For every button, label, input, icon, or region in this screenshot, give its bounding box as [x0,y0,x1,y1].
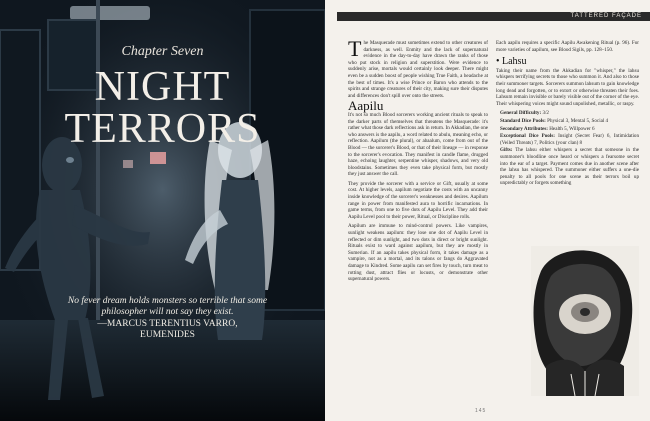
stat-line-exceptional [500,133,639,146]
stat-line-difficulty [500,110,639,117]
stat-value: Physical 3, Mental 5, Social 4 [547,117,609,124]
chapter-title-line2: TERRORS [64,106,261,152]
stat-line-secondary [500,126,639,133]
stat-label: Standard Dice Pools: [500,117,546,124]
stat-label: Gifts: [500,147,513,154]
section-heading-aapilu: Aapilu [348,98,384,114]
epigraph-attribution [60,319,275,341]
stat-value: 3/2 [542,110,549,117]
lahsu-paragraph: Taking their name from the Akkadian for "whisper," the lahsu whispers terrifying secrets to those who summon it. And also to those their summoner targets. Sorcerers summon lahsum to gain knowledge long dead and forgotten, or to extort or otherwise threaten their foes. Lahsum remain invisible or barely visible out of the corner of the eye. Their whispering voices might sound unpolished, metallic, or raspy. [496,67,639,107]
text-column-left [348,36,488,286]
stat-label: Exceptional Dice Pools: [500,133,555,140]
intro-paragraph [348,36,488,99]
text-column-right [496,40,639,188]
chapter-label: Chapter Seven [121,44,204,59]
aapilu-paragraph-2: They provide the sorcerer with a service or Gift, usually at some cost. At higher levels, aapilum negotiate the costs with an uncanny inside knowledge of the sorcerer's weaknesses and desires. Aapilum range in power from manifested aura to horrific incarnations. In game terms, from one to five dots of Aapilu Level. They add their Aapilu Level pool to their power, Ritual, or Discipline rolls. [348,180,488,220]
intro-text: he Masquerade must sometimes extend to other creatures of darkness, as well. Enmity and the lack of supernatural evidence in the day-to-day have drawn the ranks of those who put stock in religion and superstition. Were evidence to suddenly arise, mortals would certainly look deeper. There might even be a sudden boost of people wishing True Faith, a headache at the best of times. It's a wise Prince or Baron who attends to the spirits and strange creatures of their city, making sure their disputes and differences don't spill over onto the streets. [348,40,488,99]
stat-label: General Difficulty: [500,110,542,117]
chapter-title-line1: NIGHT [94,64,231,110]
stat-value: The lahsu either whispers a secret that someone in the summoner's bloodline once heard or whispers a fearsome secret into the ear of a target. Payment comes due in another scene after the lahsu has whispered. The summoner either suffers a one-die penalty to all pools for one scene as their terrors boil up unpredictably or forgets something [500,147,639,187]
stat-line-gifts [500,147,639,187]
attribution-line2: EUMENIDES [140,330,195,340]
lahsu-illustration [531,246,639,396]
aapilu-ritual-note: Each aapilu requires a specific Aapilu Awakening Ritual (p. 96). For more varieties of aapilum, see Blood Sigils, pp. 128–150. [496,40,639,53]
stat-label: Secondary Attributes: [500,125,548,132]
aapilu-paragraph-3: Aapilum are immune to mind-control powers. Like vampires, sunlight weakens aapilum: they lose one dot of Aapilu Level in reflected or dim sunlight, and two dots in direct or bright sunlight. Rituals exist to ward against aapilum, but they are mostly in Sumerian. If an aapilu takes physical form, it takes damage as a vampire, not as a mortal, and its talons or fangs do Aggravated damage to Kindred. Some aapilu can set fires by touch, turn meat to rotting dust, attract flies or locusts, or demonstrate other supernatural powers. [348,223,488,283]
epigraph-quote: No fever dream holds monsters so terrible that some philosopher will not say they exist. [67,296,268,317]
text-page [325,0,650,421]
stat-line-dice-pools [500,118,639,125]
stat-value: Health 5, Willpower 6 [549,125,595,132]
stat-value: Insight (Secret Fear) 6, Intimidation (Veiled Threats) 7, Politics (your clan) 8 [500,133,639,146]
page-number: 145 [475,408,487,414]
aapilu-paragraph-1: It's not so much Blood sorcerers working ancient rituals to speak to the darker parts of themselves that threatens the Masquerade: it's rather what those dark reflections ask in return. In Akkadian, the one who answers is the aapilu, a word related to abulu, meaning echo, or reflection. Aapilum (the plural), or abaalum, come from out of the Blood — the sorcerer's Blood, or that of their lineage — in response to the sorcerer's evocation. They manifest in candle flame, drugged haze, echoing laughter, serpentine whisper, shadows, and very old bloodstains. Sometimes they even take physical form, but mostly they just answer the call. [348,111,488,178]
section-heading-lahsu: • Lahsu [496,56,527,68]
running-header: TATTERED FAÇADE [570,13,642,19]
drop-cap: T [348,36,362,61]
attribution-line1: —MARCUS TERENTIUS VARRO, [97,319,238,329]
